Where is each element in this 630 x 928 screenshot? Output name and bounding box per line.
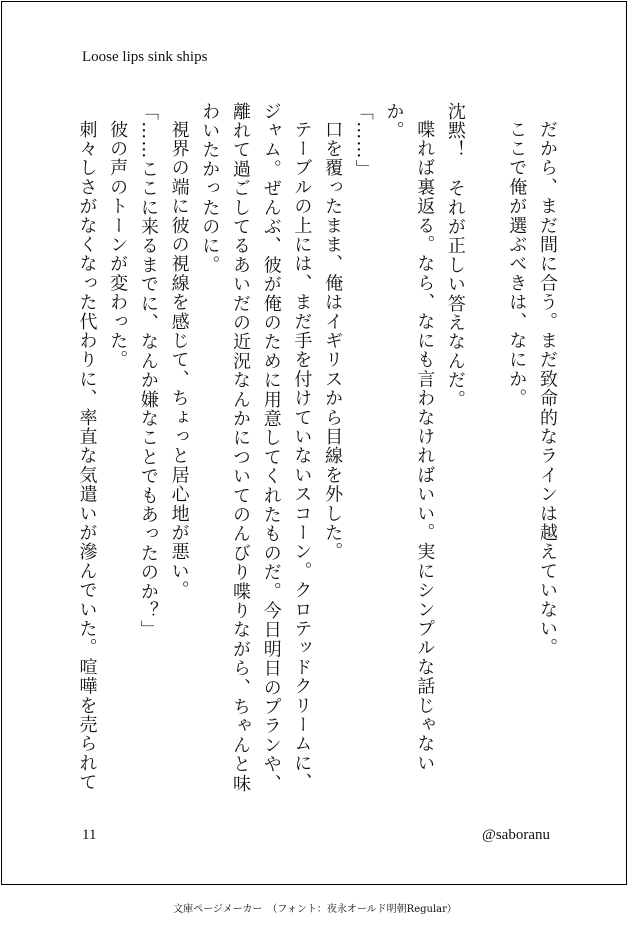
paragraph: 沈黙！ それが正しい答えなんだ。	[444, 102, 466, 410]
paragraph: だから、まだ間に合う。まだ致命的なラインは越えていない。	[537, 120, 558, 658]
paragraph: 視界の端に彼の視線を感じて、ちょっと居心地が悪い。	[168, 120, 190, 600]
blank-line	[470, 102, 501, 133]
paragraph: ここで俺が選ぶべきは、なにか。	[506, 120, 528, 408]
paragraph: 刺々しさがなくなった代わりに、率直な気遣いが滲んでいた。喧嘩を売られて	[76, 120, 98, 792]
paragraph: 「……ここに来るまでに、なんか嫌なことでもあったのか？」	[137, 102, 159, 640]
running-header: Loose lips sink ships	[82, 49, 208, 65]
generator-caption: 文庫ページメーカー （フォント：夜永オールド明朝Regular）	[173, 904, 457, 915]
paragraph: 喋れば裏返る。なら、なにも言わなければいい。実にシンプルな話じゃないか。	[383, 102, 436, 773]
author-handle: @saboranu	[482, 827, 550, 843]
paragraph: 彼の声のトーンが変わった。	[107, 120, 129, 370]
paragraph: テーブルの上には、まだ手を付けていないスコーン。クロテッドクリームに、ジャム。ぜんぶ、彼が俺のために用意してくれたものだ。今日明日のプランや、離れて過ごしてるあいだの近況なんかについてのんびり喋りながら、ちゃんと味わいたかったのに。	[199, 102, 313, 794]
book-page	[1, 1, 627, 885]
paragraph: 口を覆ったまま、俺はイギリスから目線を外した。	[322, 120, 344, 562]
vertical-body-text	[72, 102, 562, 802]
page-number: 11	[82, 827, 97, 843]
paragraph: 「……」	[352, 102, 374, 179]
